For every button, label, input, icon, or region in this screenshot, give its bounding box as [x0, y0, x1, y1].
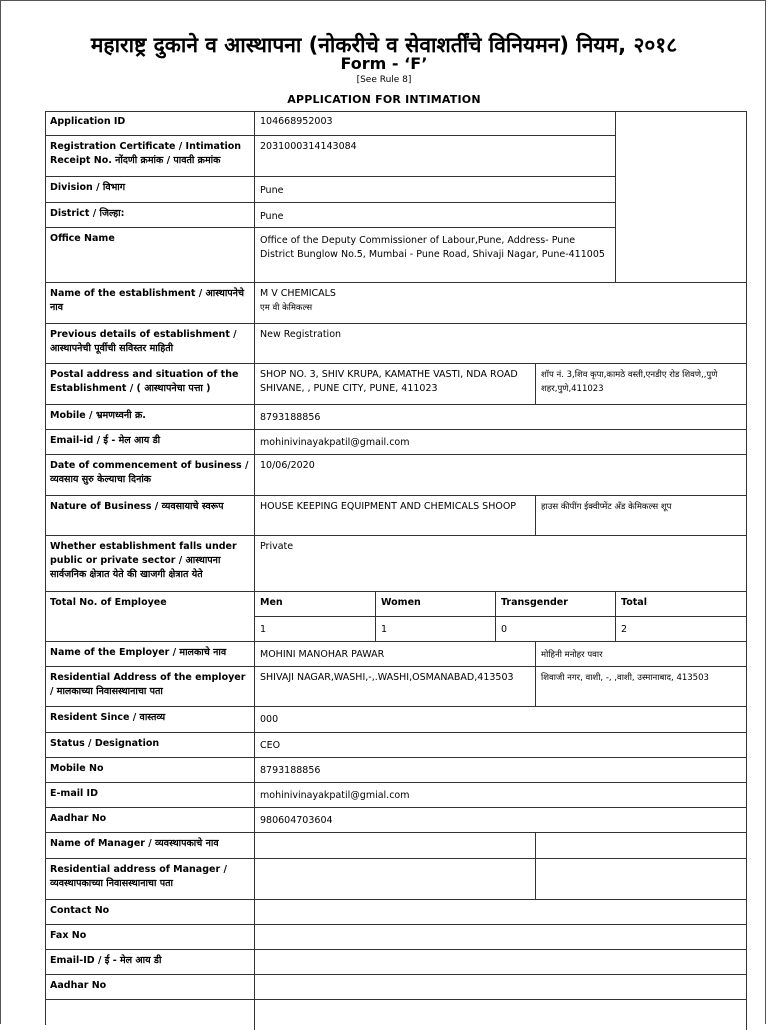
manager-name-english [255, 833, 536, 859]
aadhar-value: 980604703604 [255, 808, 747, 833]
establishment-name-english: M V CHEMICALS [260, 288, 336, 299]
manager-aadhar-value [255, 975, 747, 1000]
sector-label: Whether establishment falls under public or private sector / आस्थापना सार्वजनिक क्षेत्रात येते की खाजगी क्षेत्रात येते [45, 536, 255, 592]
district-value: Pune [255, 203, 616, 228]
aadhar-label: Aadhar No [45, 808, 255, 833]
application-form-table [45, 111, 747, 1025]
division-value: Pune [255, 177, 616, 203]
employer-address-english: SHIVAJI NAGAR,WASHI,-,.WASHI,OSMANABAD,413503 [255, 667, 536, 707]
form-number: Form - ‘F’ [340, 54, 428, 73]
trailing-row-value [255, 1000, 747, 1030]
total-employee-label: Total No. of Employee [45, 592, 255, 642]
employer-mobile-label: Mobile No [45, 758, 255, 783]
office-name-value: Office of the Deputy Commissioner of Labour,Pune, Address- Pune District Bunglow No.5, Mumbai - Pune Road, Shivaji Nagar, Pune-411005 [255, 228, 616, 283]
establishment-name-marathi: एम वी केमिकल्स [260, 303, 313, 313]
office-name-label: Office Name [45, 228, 255, 283]
mobile-value: 8793188856 [255, 405, 747, 430]
sector-value: Private [255, 536, 747, 592]
nature-of-business-marathi: हाउस कीपींग ईक्वीप्मेंट अँड केमिकल्स शूप [536, 496, 747, 536]
establishment-name-value [255, 283, 747, 324]
manager-email-value [255, 950, 747, 975]
employee-header-transgender: Transgender [496, 592, 616, 617]
employer-name-label: Name of the Employer / मालकाचे नाव [45, 642, 255, 667]
employee-header-men: Men [255, 592, 376, 617]
application-id-label: Application ID [45, 111, 255, 136]
employer-mobile-value: 8793188856 [255, 758, 747, 783]
employee-count-women: 1 [376, 617, 496, 642]
employee-count-men: 1 [255, 617, 376, 642]
division-label: Division / विभाग [45, 177, 255, 203]
manager-address-english [255, 859, 536, 900]
contact-no-label: Contact No [45, 900, 255, 925]
commencement-date-label: Date of commencement of business / व्यवसाय सुरु केल्याचा दिनांक [45, 455, 255, 496]
status-label: Status / Designation [45, 733, 255, 758]
employer-address-marathi: शिवाजी नगर, वाशी, -, ,वाशी, उस्मानाबाद, 413503 [536, 667, 747, 707]
manager-name-label: Name of Manager / व्यवस्थापकाचे नाव [45, 833, 255, 859]
mobile-label: Mobile / भ्रमणध्वनी क्र. [45, 405, 255, 430]
rule-reference: [See Rule 8] [356, 75, 412, 85]
application-id-value: 104668952003 [255, 111, 616, 136]
registration-certificate-value: 2031000314143084 [255, 136, 616, 177]
photo-cell [616, 111, 747, 283]
manager-name-marathi [536, 833, 747, 859]
postal-address-marathi: शॉप नं. 3,शिव कृपा,कामठे वस्ती,एनडीए रोड शिवणे,,पुणे शहर,पुणे,411023 [536, 364, 747, 405]
nature-of-business-english: HOUSE KEEPING EQUIPMENT AND CHEMICALS SHOOP [255, 496, 536, 536]
employee-count-transgender: 0 [496, 617, 616, 642]
establishment-name-label: Name of the establishment / आस्थापनेचे नाव [45, 283, 255, 324]
manager-address-marathi [536, 859, 747, 900]
employer-name-english: MOHINI MANOHAR PAWAR [255, 642, 536, 667]
email-label: Email-id / ई - मेल आय डी [45, 430, 255, 455]
previous-details-label: Previous details of establishment / आस्थापनेची पूर्वीची सविस्तर माहिती [45, 324, 255, 364]
postal-address-english: SHOP NO. 3, SHIV KRUPA, KAMATHE VASTI, NDA ROAD SHIVANE, , PUNE CITY, PUNE, 411023 [255, 364, 536, 405]
commencement-date-value: 10/06/2020 [255, 455, 747, 496]
trailing-row-label [45, 1000, 255, 1030]
employer-email-label: E-mail ID [45, 783, 255, 808]
employee-count-total: 2 [616, 617, 747, 642]
form-title-marathi: महाराष्ट्र दुकाने व आस्थापना (नोकरीचे व सेवाशर्तींचे विनियमन) नियम, २०१८ [90, 33, 678, 57]
application-title: APPLICATION FOR INTIMATION [287, 93, 481, 106]
registration-certificate-label: Registration Certificate / Intimation Receipt No. नोंदणी क्रमांक / पावती क्रमांक [45, 136, 255, 177]
fax-no-label: Fax No [45, 925, 255, 950]
contact-no-value [255, 900, 747, 925]
employer-email-value: mohinivinayakpatil@gmial.com [255, 783, 747, 808]
previous-details-value: New Registration [255, 324, 747, 364]
manager-email-label: Email-ID / ई - मेल आय डी [45, 950, 255, 975]
employee-header-total: Total [616, 592, 747, 617]
email-value: mohinivinayakpatil@gmail.com [255, 430, 747, 455]
manager-aadhar-label: Aadhar No [45, 975, 255, 1000]
postal-address-label: Postal address and situation of the Establishment / ( आस्थापनेचा पत्ता ) [45, 364, 255, 405]
resident-since-value: 000 [255, 707, 747, 733]
manager-address-label: Residential address of Manager / व्यवस्थापकाच्या निवासस्थानाचा पता [45, 859, 255, 900]
employer-address-label: Residential Address of the employer / मालकाच्या निवासस्थानाचा पता [45, 667, 255, 707]
status-value: CEO [255, 733, 747, 758]
employee-header-women: Women [376, 592, 496, 617]
nature-of-business-label: Nature of Business / व्यवसायाचे स्वरूप [45, 496, 255, 536]
employer-name-marathi: मोहिनी मनोहर पवार [536, 642, 747, 667]
district-label: District / जिल्हा: [45, 203, 255, 228]
resident-since-label: Resident Since / वास्तव्य [45, 707, 255, 733]
fax-no-value [255, 925, 747, 950]
